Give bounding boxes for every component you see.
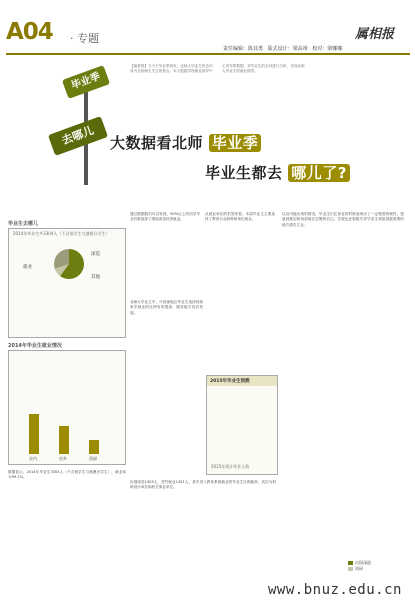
body-column-6: 出国深造1305人，签约就业1451人，其中进入教育系统就业的毕业生比例最高，其次为科研设计单位和机关事业单位。 [130,480,276,490]
bar-beijing [29,414,39,454]
tag-where-to-go: 去哪儿 [48,116,108,156]
page-header [0,0,415,55]
employment-bars [19,409,119,461]
body-column-4: 北师大毕业生中，中西部地区毕业生选择回到家乡就业的比例有所提高，服务地方经济发展。 [130,300,203,315]
legend-label-abroad: 出国深造 [355,560,371,565]
forecast-title: 2015年毕业生预测 [207,376,277,386]
headline-2-text: 毕业生都去 [205,164,283,182]
headline-1-highlight: 毕业季 [209,134,262,152]
body-column-5: 数据显示，2014年毕业生3303人（不含留学生与港澳台学生），就业率为99.1%。 [8,470,126,480]
headline-1-text: 大数据看北师 [110,134,204,152]
body-column-1: 通过数据我们可以发现，90%以上的同学毕业后都选择了继续深造或者就业。 [130,212,200,222]
bar-outside [59,426,69,454]
bar-label-beijing: 京内 [29,456,37,461]
page-number: A04 [6,19,53,45]
site-watermark: www.bnuz.edu.cn [268,582,402,598]
header-rule [6,53,410,55]
legend-swatch-abroad [348,561,353,565]
employment-box [8,350,126,465]
credits-line [220,45,342,52]
feature-banner [0,60,415,210]
headline-line-1 [110,132,261,153]
destination-pie [54,249,84,279]
pie-label-other: 其他 [91,275,100,280]
legend [348,560,371,572]
destinations-box [8,228,126,338]
editor-note: 【编者按】当今天毕业季到来，北师大毕业生的去向成为全校师生关注的焦点。本文根据学校就业指导中心发布的数据，对毕业生的去向进行分析，呈现北师大毕业生的就业图景。 [130,64,305,74]
box2-title: 2014年毕业生就业情况 [8,343,62,349]
newspaper-logo: 属相报 [355,27,395,42]
headline-line-2 [205,162,350,183]
credit-designer: 版式设计：梁高靖 [267,46,308,52]
legend-swatch-grad [348,567,353,571]
forecast-caption: 2015年预计毕业人数 [211,464,250,469]
legend-item-grad [348,566,371,572]
box1-subtitle: 2014年毕业生共3304人（不含留学生与港澳台学生） [13,231,110,236]
bar-label-west: 西部 [89,456,97,461]
box1-title: 毕业生去哪儿 [8,221,39,227]
legend-label-grad: 读研 [355,566,363,571]
section-name: · 专题 [70,32,99,45]
body-column-2: 从就业单位的类型来看，本届毕业生主要选择了教育行业和科研单位就业。 [205,212,275,222]
headline-2-highlight: 哪儿了? [288,164,350,182]
credit-editor: 责任编辑：陈其勇 [223,46,264,52]
pie-label-study: 深造 [91,252,100,257]
pie-label-work: 就业 [23,265,32,270]
credit-proofreader: 校对：梁娜娜 [312,46,343,52]
body-column-3: 以及可能出现的情况，毕业生们在择业的时候表现出了一定程度的理性，愿意到基层和西部地区去锻炼自己。学校也在积极引导毕业生到祖国最需要的地方建功立业。 [282,212,404,227]
forecast-box [206,375,278,475]
bar-label-outside: 京外 [59,456,67,461]
tag-graduation-season: 毕业季 [62,65,110,99]
bar-west [89,440,99,454]
